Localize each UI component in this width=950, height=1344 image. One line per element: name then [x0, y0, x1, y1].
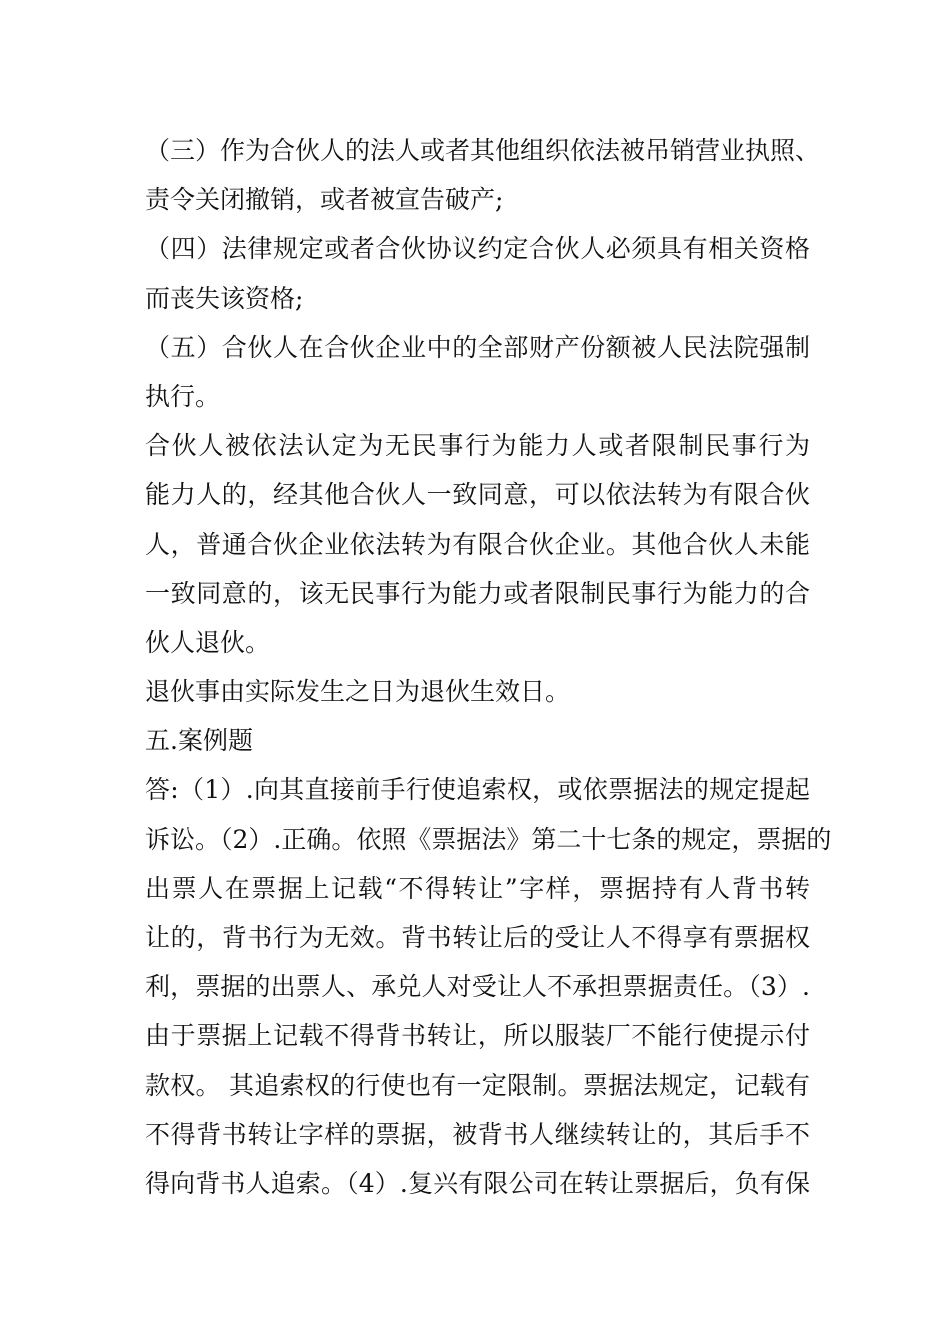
text-line: 能力人的，经其他合伙人一致同意，可以依法转为有限合伙: [145, 480, 810, 510]
text-line: 款权。 其追索权的行使也有一定限制。票据法规定，记载有: [145, 1070, 810, 1100]
text-line: 诉讼。（2）.正确。依照《票据法》第二十七条的规定，票据的: [145, 824, 832, 854]
text-line: 执行。: [145, 381, 221, 411]
text-line: 责令关闭撤销，或者被宣告破产;: [145, 185, 504, 215]
text-line: 答:（1）.向其直接前手行使追索权，或依票据法的规定提起: [145, 775, 810, 805]
text-line: 一致同意的，该无民事行为能力或者限制民事行为能力的合: [145, 578, 810, 608]
document-body: [145, 126, 832, 1208]
text-line: （四）法律规定或者合伙协议约定合伙人必须具有相关资格: [145, 234, 810, 264]
text-line: （五）合伙人在合伙企业中的全部财产份额被人民法院强制: [145, 332, 810, 362]
text-line: 不得背书转让字样的票据，被背书人继续转让的，其后手不: [145, 1119, 810, 1149]
section-heading: 五.案例题: [145, 726, 253, 756]
text-line: 退伙事由实际发生之日为退伙生效日。: [145, 677, 571, 707]
text-line: （三）作为合伙人的法人或者其他组织依法被吊销营业执照、: [145, 136, 821, 165]
text-line: 出票人在票据上记载“不得转让”字样，票据持有人背书转: [145, 873, 810, 903]
text-line: 合伙人被依法认定为无民事行为能力人或者限制民事行为: [145, 431, 810, 461]
text-line: 利，票据的出票人、承兑人对受让人不承担票据责任。（3）.: [145, 972, 810, 1002]
text-line: 人，普通合伙企业依法转为有限合伙企业。其他合伙人未能: [145, 529, 810, 559]
text-line: 由于票据上记载不得背书转让，所以服装厂不能行使提示付: [145, 1021, 810, 1051]
text-line: 伙人退伙。: [145, 627, 271, 657]
text-line: 而丧失该资格;: [145, 283, 304, 313]
text-line: 让的，背书行为无效。背书转让后的受让人不得享有票据权: [145, 923, 810, 952]
text-line: 得向背书人追索。（4）.复兴有限公司在转让票据后，负有保: [145, 1168, 810, 1198]
